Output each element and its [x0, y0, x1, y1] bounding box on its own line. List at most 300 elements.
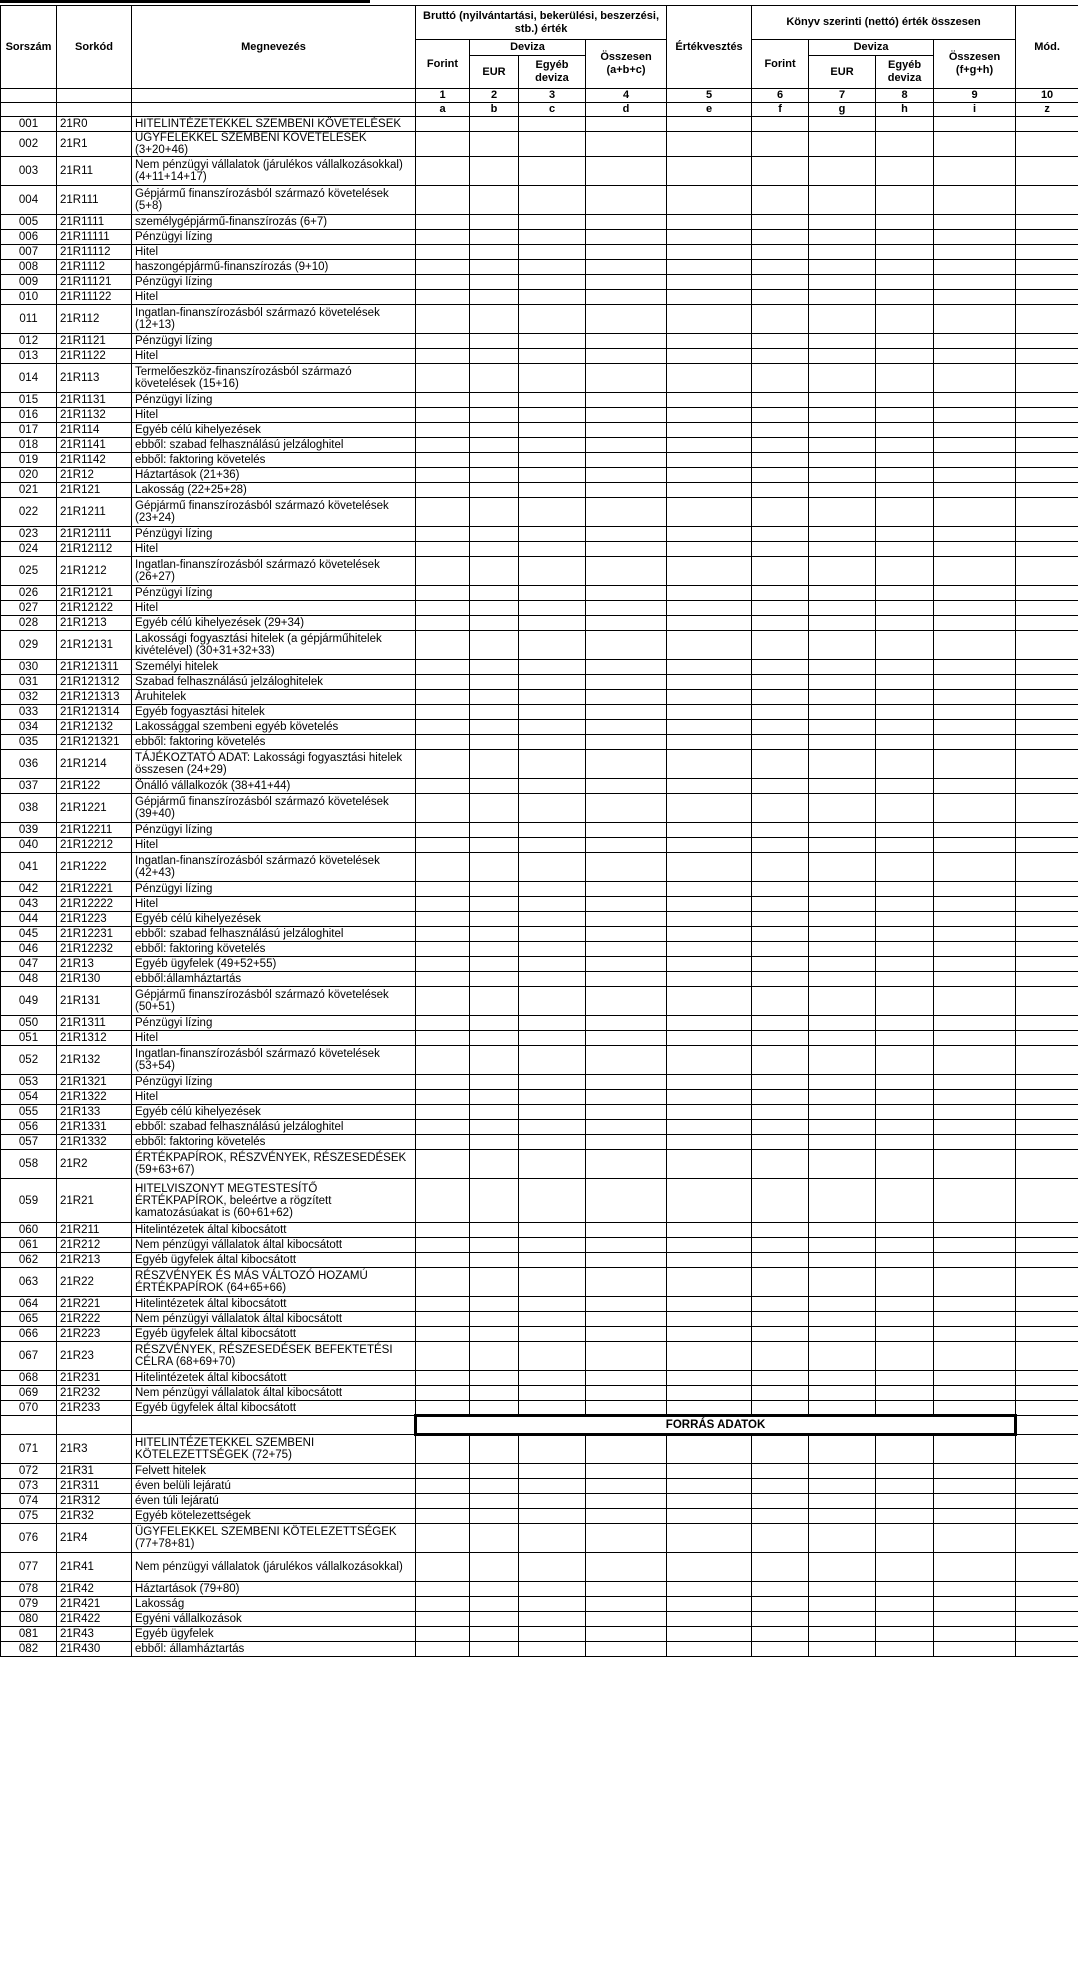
value-cell[interactable] — [809, 290, 876, 305]
value-cell[interactable] — [416, 735, 470, 750]
value-cell[interactable] — [934, 1597, 1016, 1612]
value-cell[interactable] — [752, 1135, 809, 1150]
value-cell[interactable] — [667, 157, 752, 186]
value-cell[interactable] — [809, 117, 876, 132]
value-cell[interactable] — [809, 468, 876, 483]
value-cell[interactable] — [934, 853, 1016, 882]
value-cell[interactable] — [470, 1327, 519, 1342]
value-cell[interactable] — [416, 1371, 470, 1386]
value-cell[interactable] — [470, 1268, 519, 1297]
value-cell[interactable] — [416, 393, 470, 408]
value-cell[interactable] — [934, 1553, 1016, 1582]
value-cell[interactable] — [752, 912, 809, 927]
value-cell[interactable] — [667, 897, 752, 912]
value-cell[interactable] — [667, 1553, 752, 1582]
value-cell[interactable] — [519, 275, 586, 290]
value-cell[interactable] — [809, 1135, 876, 1150]
value-cell[interactable] — [934, 927, 1016, 942]
value-cell[interactable] — [752, 408, 809, 423]
value-cell[interactable] — [752, 853, 809, 882]
value-cell[interactable] — [752, 1479, 809, 1494]
value-cell[interactable] — [934, 423, 1016, 438]
value-cell[interactable] — [586, 1627, 667, 1642]
value-cell[interactable] — [667, 364, 752, 393]
value-cell[interactable] — [934, 794, 1016, 823]
value-cell[interactable] — [586, 260, 667, 275]
value-cell[interactable] — [586, 438, 667, 453]
value-cell[interactable] — [752, 1509, 809, 1524]
value-cell[interactable] — [934, 750, 1016, 779]
value-cell[interactable] — [519, 794, 586, 823]
value-cell[interactable] — [752, 542, 809, 557]
value-cell[interactable] — [416, 1342, 470, 1371]
value-cell[interactable] — [586, 557, 667, 586]
value-cell[interactable] — [667, 1253, 752, 1268]
value-cell[interactable] — [1016, 230, 1078, 245]
value-cell[interactable] — [586, 616, 667, 631]
value-cell[interactable] — [519, 1479, 586, 1494]
value-cell[interactable] — [752, 660, 809, 675]
value-cell[interactable] — [586, 349, 667, 364]
value-cell[interactable] — [934, 1031, 1016, 1046]
value-cell[interactable] — [470, 1223, 519, 1238]
value-cell[interactable] — [752, 157, 809, 186]
value-cell[interactable] — [667, 1223, 752, 1238]
value-cell[interactable] — [586, 823, 667, 838]
value-cell[interactable] — [416, 1509, 470, 1524]
value-cell[interactable] — [876, 1627, 934, 1642]
value-cell[interactable] — [416, 720, 470, 735]
value-cell[interactable] — [809, 438, 876, 453]
value-cell[interactable] — [1016, 245, 1078, 260]
value-cell[interactable] — [416, 468, 470, 483]
value-cell[interactable] — [519, 498, 586, 527]
value-cell[interactable] — [586, 215, 667, 230]
value-cell[interactable] — [470, 393, 519, 408]
value-cell[interactable] — [876, 468, 934, 483]
value-cell[interactable] — [667, 705, 752, 720]
value-cell[interactable] — [752, 823, 809, 838]
value-cell[interactable] — [519, 1105, 586, 1120]
value-cell[interactable] — [519, 1582, 586, 1597]
value-cell[interactable] — [519, 1386, 586, 1401]
value-cell[interactable] — [519, 1075, 586, 1090]
value-cell[interactable] — [876, 542, 934, 557]
value-cell[interactable] — [934, 408, 1016, 423]
value-cell[interactable] — [586, 660, 667, 675]
value-cell[interactable] — [876, 364, 934, 393]
value-cell[interactable] — [470, 675, 519, 690]
value-cell[interactable] — [416, 1386, 470, 1401]
value-cell[interactable] — [586, 1150, 667, 1179]
value-cell[interactable] — [519, 245, 586, 260]
value-cell[interactable] — [934, 453, 1016, 468]
value-cell[interactable] — [416, 542, 470, 557]
value-cell[interactable] — [1016, 1342, 1078, 1371]
value-cell[interactable] — [752, 132, 809, 157]
value-cell[interactable] — [519, 601, 586, 616]
value-cell[interactable] — [1016, 1479, 1078, 1494]
value-cell[interactable] — [519, 957, 586, 972]
value-cell[interactable] — [876, 1524, 934, 1553]
value-cell[interactable] — [586, 912, 667, 927]
value-cell[interactable] — [667, 542, 752, 557]
value-cell[interactable] — [586, 1046, 667, 1075]
value-cell[interactable] — [876, 423, 934, 438]
value-cell[interactable] — [1016, 1046, 1078, 1075]
value-cell[interactable] — [1016, 393, 1078, 408]
value-cell[interactable] — [586, 1179, 667, 1223]
value-cell[interactable] — [470, 1090, 519, 1105]
value-cell[interactable] — [667, 1509, 752, 1524]
value-cell[interactable] — [470, 1016, 519, 1031]
value-cell[interactable] — [934, 660, 1016, 675]
value-cell[interactable] — [586, 157, 667, 186]
value-cell[interactable] — [586, 1105, 667, 1120]
value-cell[interactable] — [519, 132, 586, 157]
value-cell[interactable] — [586, 245, 667, 260]
value-cell[interactable] — [876, 334, 934, 349]
value-cell[interactable] — [809, 927, 876, 942]
value-cell[interactable] — [470, 364, 519, 393]
value-cell[interactable] — [416, 1179, 470, 1223]
value-cell[interactable] — [752, 349, 809, 364]
value-cell[interactable] — [470, 260, 519, 275]
value-cell[interactable] — [519, 1327, 586, 1342]
value-cell[interactable] — [519, 942, 586, 957]
value-cell[interactable] — [416, 408, 470, 423]
value-cell[interactable] — [470, 215, 519, 230]
value-cell[interactable] — [934, 498, 1016, 527]
value-cell[interactable] — [752, 942, 809, 957]
value-cell[interactable] — [470, 1297, 519, 1312]
value-cell[interactable] — [470, 690, 519, 705]
value-cell[interactable] — [876, 215, 934, 230]
value-cell[interactable] — [470, 290, 519, 305]
value-cell[interactable] — [934, 1090, 1016, 1105]
value-cell[interactable] — [470, 157, 519, 186]
value-cell[interactable] — [416, 117, 470, 132]
value-cell[interactable] — [416, 1253, 470, 1268]
value-cell[interactable] — [667, 1312, 752, 1327]
value-cell[interactable] — [809, 1479, 876, 1494]
value-cell[interactable] — [586, 1342, 667, 1371]
value-cell[interactable] — [934, 245, 1016, 260]
value-cell[interactable] — [470, 912, 519, 927]
value-cell[interactable] — [667, 438, 752, 453]
value-cell[interactable] — [519, 157, 586, 186]
value-cell[interactable] — [809, 1120, 876, 1135]
value-cell[interactable] — [519, 349, 586, 364]
value-cell[interactable] — [470, 408, 519, 423]
value-cell[interactable] — [586, 393, 667, 408]
value-cell[interactable] — [876, 438, 934, 453]
value-cell[interactable] — [416, 957, 470, 972]
value-cell[interactable] — [416, 987, 470, 1016]
value-cell[interactable] — [416, 927, 470, 942]
value-cell[interactable] — [752, 897, 809, 912]
value-cell[interactable] — [1016, 1031, 1078, 1046]
value-cell[interactable] — [876, 1016, 934, 1031]
value-cell[interactable] — [876, 527, 934, 542]
value-cell[interactable] — [470, 1179, 519, 1223]
value-cell[interactable] — [752, 1612, 809, 1627]
value-cell[interactable] — [752, 438, 809, 453]
value-cell[interactable] — [586, 779, 667, 794]
value-cell[interactable] — [519, 364, 586, 393]
value-cell[interactable] — [586, 897, 667, 912]
value-cell[interactable] — [752, 616, 809, 631]
value-cell[interactable] — [876, 275, 934, 290]
value-cell[interactable] — [1016, 1312, 1078, 1327]
value-cell[interactable] — [519, 690, 586, 705]
value-cell[interactable] — [809, 260, 876, 275]
value-cell[interactable] — [1016, 1597, 1078, 1612]
value-cell[interactable] — [519, 1268, 586, 1297]
value-cell[interactable] — [809, 1509, 876, 1524]
value-cell[interactable] — [934, 1509, 1016, 1524]
value-cell[interactable] — [934, 527, 1016, 542]
value-cell[interactable] — [586, 468, 667, 483]
value-cell[interactable] — [586, 631, 667, 660]
value-cell[interactable] — [752, 1342, 809, 1371]
value-cell[interactable] — [809, 1016, 876, 1031]
value-cell[interactable] — [586, 1612, 667, 1627]
value-cell[interactable] — [809, 1553, 876, 1582]
value-cell[interactable] — [519, 557, 586, 586]
value-cell[interactable] — [470, 750, 519, 779]
value-cell[interactable] — [876, 1386, 934, 1401]
value-cell[interactable] — [809, 1268, 876, 1297]
value-cell[interactable] — [876, 1150, 934, 1179]
value-cell[interactable] — [519, 1464, 586, 1479]
value-cell[interactable] — [519, 423, 586, 438]
value-cell[interactable] — [876, 349, 934, 364]
value-cell[interactable] — [667, 1297, 752, 1312]
value-cell[interactable] — [470, 1342, 519, 1371]
value-cell[interactable] — [752, 215, 809, 230]
value-cell[interactable] — [586, 1479, 667, 1494]
value-cell[interactable] — [586, 1386, 667, 1401]
value-cell[interactable] — [1016, 631, 1078, 660]
value-cell[interactable] — [586, 1223, 667, 1238]
value-cell[interactable] — [470, 557, 519, 586]
value-cell[interactable] — [470, 542, 519, 557]
value-cell[interactable] — [586, 334, 667, 349]
value-cell[interactable] — [1016, 1223, 1078, 1238]
value-cell[interactable] — [586, 1642, 667, 1657]
value-cell[interactable] — [470, 1386, 519, 1401]
value-cell[interactable] — [809, 498, 876, 527]
value-cell[interactable] — [667, 853, 752, 882]
value-cell[interactable] — [519, 1135, 586, 1150]
value-cell[interactable] — [416, 1627, 470, 1642]
value-cell[interactable] — [752, 987, 809, 1016]
value-cell[interactable] — [809, 1371, 876, 1386]
value-cell[interactable] — [876, 616, 934, 631]
value-cell[interactable] — [667, 1479, 752, 1494]
value-cell[interactable] — [1016, 423, 1078, 438]
value-cell[interactable] — [667, 1075, 752, 1090]
value-cell[interactable] — [809, 305, 876, 334]
value-cell[interactable] — [934, 260, 1016, 275]
value-cell[interactable] — [876, 838, 934, 853]
value-cell[interactable] — [934, 542, 1016, 557]
value-cell[interactable] — [1016, 1612, 1078, 1627]
value-cell[interactable] — [934, 438, 1016, 453]
value-cell[interactable] — [752, 1120, 809, 1135]
value-cell[interactable] — [519, 230, 586, 245]
value-cell[interactable] — [809, 1046, 876, 1075]
value-cell[interactable] — [586, 527, 667, 542]
value-cell[interactable] — [809, 1597, 876, 1612]
value-cell[interactable] — [809, 1342, 876, 1371]
value-cell[interactable] — [667, 1642, 752, 1657]
value-cell[interactable] — [470, 1046, 519, 1075]
value-cell[interactable] — [416, 557, 470, 586]
value-cell[interactable] — [809, 838, 876, 853]
value-cell[interactable] — [667, 349, 752, 364]
value-cell[interactable] — [667, 1524, 752, 1553]
value-cell[interactable] — [519, 882, 586, 897]
value-cell[interactable] — [876, 117, 934, 132]
value-cell[interactable] — [470, 483, 519, 498]
value-cell[interactable] — [667, 453, 752, 468]
value-cell[interactable] — [1016, 750, 1078, 779]
value-cell[interactable] — [809, 972, 876, 987]
value-cell[interactable] — [470, 794, 519, 823]
value-cell[interactable] — [809, 750, 876, 779]
value-cell[interactable] — [470, 897, 519, 912]
value-cell[interactable] — [519, 586, 586, 601]
value-cell[interactable] — [519, 1090, 586, 1105]
value-cell[interactable] — [416, 483, 470, 498]
value-cell[interactable] — [667, 557, 752, 586]
value-cell[interactable] — [667, 230, 752, 245]
value-cell[interactable] — [586, 750, 667, 779]
value-cell[interactable] — [416, 245, 470, 260]
value-cell[interactable] — [519, 453, 586, 468]
value-cell[interactable] — [416, 690, 470, 705]
value-cell[interactable] — [470, 1479, 519, 1494]
value-cell[interactable] — [809, 690, 876, 705]
value-cell[interactable] — [752, 1031, 809, 1046]
value-cell[interactable] — [586, 1031, 667, 1046]
value-cell[interactable] — [752, 631, 809, 660]
value-cell[interactable] — [752, 794, 809, 823]
value-cell[interactable] — [876, 157, 934, 186]
value-cell[interactable] — [470, 498, 519, 527]
value-cell[interactable] — [519, 334, 586, 349]
value-cell[interactable] — [752, 364, 809, 393]
value-cell[interactable] — [934, 1105, 1016, 1120]
value-cell[interactable] — [876, 1342, 934, 1371]
value-cell[interactable] — [934, 1582, 1016, 1597]
value-cell[interactable] — [519, 408, 586, 423]
value-cell[interactable] — [1016, 275, 1078, 290]
value-cell[interactable] — [667, 838, 752, 853]
value-cell[interactable] — [752, 779, 809, 794]
value-cell[interactable] — [667, 393, 752, 408]
value-cell[interactable] — [667, 1612, 752, 1627]
value-cell[interactable] — [470, 882, 519, 897]
value-cell[interactable] — [876, 305, 934, 334]
value-cell[interactable] — [934, 1312, 1016, 1327]
value-cell[interactable] — [876, 735, 934, 750]
value-cell[interactable] — [416, 705, 470, 720]
value-cell[interactable] — [876, 853, 934, 882]
value-cell[interactable] — [876, 260, 934, 275]
value-cell[interactable] — [470, 957, 519, 972]
value-cell[interactable] — [1016, 720, 1078, 735]
value-cell[interactable] — [416, 1090, 470, 1105]
value-cell[interactable] — [934, 1435, 1016, 1464]
value-cell[interactable] — [752, 1090, 809, 1105]
value-cell[interactable] — [752, 972, 809, 987]
value-cell[interactable] — [586, 853, 667, 882]
value-cell[interactable] — [809, 987, 876, 1016]
value-cell[interactable] — [586, 408, 667, 423]
value-cell[interactable] — [667, 1371, 752, 1386]
value-cell[interactable] — [470, 1509, 519, 1524]
value-cell[interactable] — [1016, 972, 1078, 987]
value-cell[interactable] — [752, 838, 809, 853]
value-cell[interactable] — [809, 1312, 876, 1327]
value-cell[interactable] — [809, 957, 876, 972]
value-cell[interactable] — [809, 675, 876, 690]
value-cell[interactable] — [519, 1627, 586, 1642]
value-cell[interactable] — [934, 1297, 1016, 1312]
value-cell[interactable] — [586, 1268, 667, 1297]
value-cell[interactable] — [934, 275, 1016, 290]
value-cell[interactable] — [667, 987, 752, 1016]
value-cell[interactable] — [416, 132, 470, 157]
value-cell[interactable] — [934, 882, 1016, 897]
value-cell[interactable] — [470, 1401, 519, 1416]
value-cell[interactable] — [809, 393, 876, 408]
value-cell[interactable] — [934, 1135, 1016, 1150]
value-cell[interactable] — [752, 1046, 809, 1075]
value-cell[interactable] — [752, 1327, 809, 1342]
value-cell[interactable] — [752, 453, 809, 468]
value-cell[interactable] — [519, 912, 586, 927]
value-cell[interactable] — [416, 1046, 470, 1075]
value-cell[interactable] — [809, 1627, 876, 1642]
value-cell[interactable] — [667, 1016, 752, 1031]
value-cell[interactable] — [586, 1327, 667, 1342]
value-cell[interactable] — [519, 1312, 586, 1327]
value-cell[interactable] — [752, 230, 809, 245]
value-cell[interactable] — [470, 305, 519, 334]
value-cell[interactable] — [752, 1223, 809, 1238]
value-cell[interactable] — [470, 453, 519, 468]
value-cell[interactable] — [667, 1238, 752, 1253]
value-cell[interactable] — [519, 1031, 586, 1046]
value-cell[interactable] — [752, 468, 809, 483]
value-cell[interactable] — [586, 1075, 667, 1090]
value-cell[interactable] — [809, 882, 876, 897]
value-cell[interactable] — [470, 823, 519, 838]
value-cell[interactable] — [752, 305, 809, 334]
value-cell[interactable] — [519, 1238, 586, 1253]
value-cell[interactable] — [934, 1223, 1016, 1238]
value-cell[interactable] — [1016, 1494, 1078, 1509]
value-cell[interactable] — [470, 117, 519, 132]
value-cell[interactable] — [934, 1268, 1016, 1297]
value-cell[interactable] — [586, 927, 667, 942]
value-cell[interactable] — [1016, 1150, 1078, 1179]
value-cell[interactable] — [667, 305, 752, 334]
